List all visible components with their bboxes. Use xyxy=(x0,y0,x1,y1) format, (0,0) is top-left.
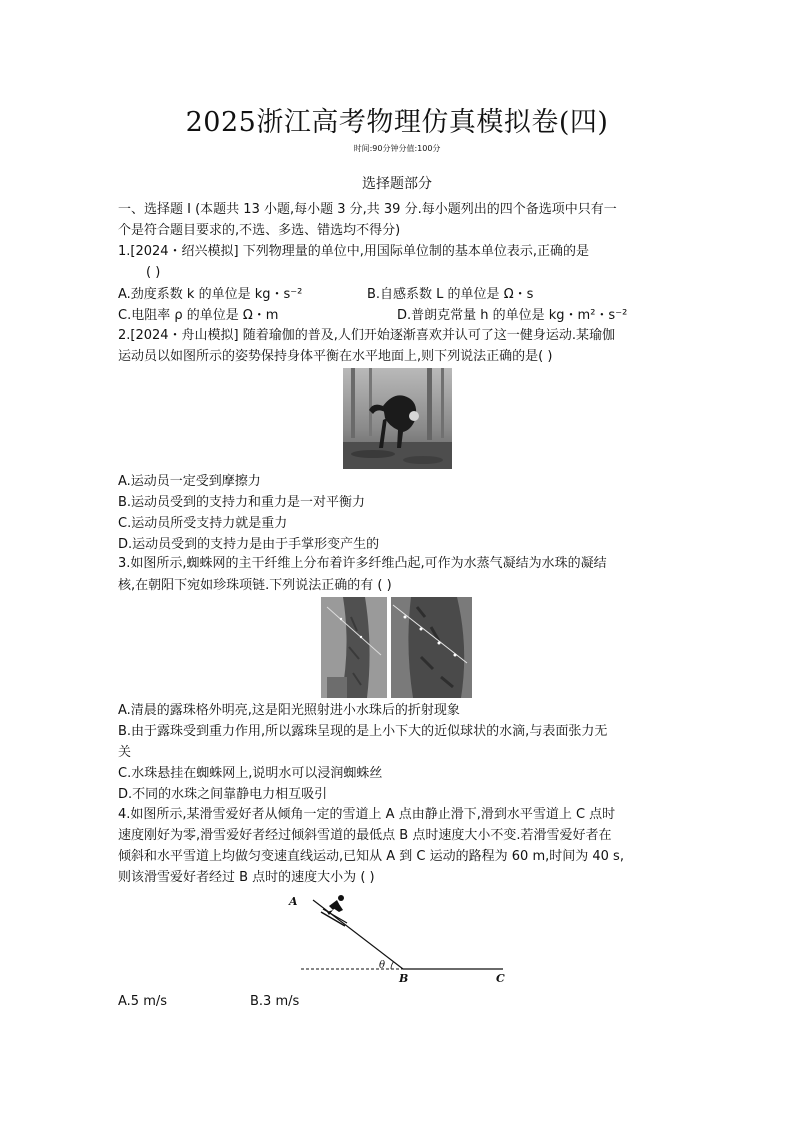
ski-slope-diagram xyxy=(283,890,515,988)
exam-info: 时间:90分钟分值:100分 xyxy=(353,144,441,153)
q1-option-c: C.电阻率 ρ 的单位是 Ω・m xyxy=(118,308,279,323)
q4-stem-line1: 4.如图所示,某滑雪爱好者从倾角一定的雪道上 A 点由静止滑下,滑到水平雪道上 C 点时 xyxy=(118,807,616,822)
q2-stem-line2: 运动员以如图所示的姿势保持身体平衡在水平地面上,则下列说法正确的是( ) xyxy=(118,349,553,364)
q3-option-c: C.水珠悬挂在蜘蛛网上,说明水可以浸润蜘蛛丝 xyxy=(118,766,383,781)
label-a: A xyxy=(289,895,298,908)
q3-option-b-line1: B.由于露珠受到重力作用,所以露珠呈现的是上小下大的近似球状的水滴,与表面张力无 xyxy=(118,724,608,739)
q1-option-b: B.自感系数 L 的单位是 Ω・s xyxy=(367,287,534,302)
q2-option-c: C.运动员所受支持力就是重力 xyxy=(118,516,288,531)
spider-web-photo xyxy=(321,597,472,698)
label-b: B xyxy=(399,972,409,985)
q3-stem-line1: 3.如图所示,蜘蛛网的主干纤维上分布着许多纤维凸起,可作为水蒸气凝结为水珠的凝结 xyxy=(118,556,607,571)
q3-option-a: A.清晨的露珠格外明亮,这是阳光照射进小水珠后的折射现象 xyxy=(118,703,460,718)
part1-instruction-line1: 一、选择题 I (本题共 13 小题,每小题 3 分,共 39 分.每小题列出的四个备选项中只有一 xyxy=(118,202,617,217)
part1-instruction-line2: 个是符合题目要求的,不选、多选、错选均不得分) xyxy=(118,223,401,238)
q1-option-d: D.普朗克常量 h 的单位是 kg・m²・s⁻² xyxy=(397,308,628,323)
q4-stem-line4: 则该滑雪爱好者经过 B 点时的速度大小为 ( ) xyxy=(118,870,375,885)
angle-arc xyxy=(391,962,394,969)
q3-stem-line2: 核,在朝阳下宛如珍珠项链.下列说法正确的有 ( ) xyxy=(118,578,392,593)
page-title: 2025浙江高考物理仿真模拟卷(四) xyxy=(185,107,609,138)
q2-option-b: B.运动员受到的支持力和重力是一对平衡力 xyxy=(118,495,366,510)
q1-answer-bracket: ( ) xyxy=(146,265,161,280)
q3-option-b-line2: 关 xyxy=(118,745,132,760)
section-heading: 选择题部分 xyxy=(362,176,432,192)
skier-icon xyxy=(321,895,347,926)
q2-option-d: D.运动员受到的支持力是由于手掌形变产生的 xyxy=(118,537,380,552)
label-c: C xyxy=(496,972,505,985)
q1-stem: 1.[2024・绍兴模拟] 下列物理量的单位中,用国际单位制的基本单位表示,正确的是 xyxy=(118,244,590,259)
q4-stem-line3: 倾斜和水平雪道上均做匀变速直线运动,已知从 A 到 C 运动的路程为 60 m,时间为 40 s, xyxy=(118,849,624,864)
q3-option-d: D.不同的水珠之间靠静电力相互吸引 xyxy=(118,787,328,802)
q1-option-a: A.劲度系数 k 的单位是 kg・s⁻² xyxy=(118,287,303,302)
label-theta: θ xyxy=(379,960,386,971)
q2-stem-line1: 2.[2024・舟山模拟] 随着瑜伽的普及,人们开始逐渐喜欢并认可了这一健身运动.某瑜伽 xyxy=(118,328,616,343)
q4-option-a: A.5 m/s xyxy=(118,994,168,1009)
q4-option-b: B.3 m/s xyxy=(250,994,300,1009)
q4-stem-line2: 速度刚好为零,滑雪爱好者经过倾斜雪道的最低点 B 点时速度大小不变.若滑雪爱好者在 xyxy=(118,828,612,843)
q2-option-a: A.运动员一定受到摩擦力 xyxy=(118,474,261,489)
yoga-photo xyxy=(343,368,452,469)
